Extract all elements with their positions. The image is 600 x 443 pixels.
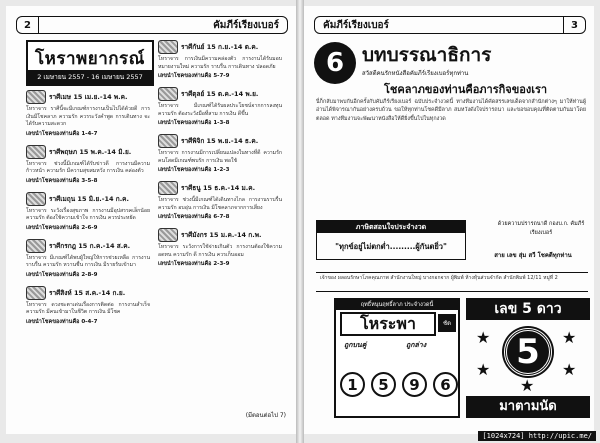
- five-star-number: 5: [504, 328, 552, 376]
- image-watermark: [1024x724] http://upic.me/: [478, 431, 596, 441]
- editor-signoff: ด้วยความปรารถนาดี กองบ.ก. คัมภีร์เรียงเบอร์: [497, 221, 585, 236]
- zodiac-icon: [26, 192, 46, 206]
- horoscope-entry: [26, 239, 150, 279]
- zodiac-icon: [158, 87, 178, 101]
- page-gutter: [296, 0, 304, 443]
- horoscope-entry: [26, 286, 150, 326]
- editorial-body: นี่ก็กลับมาพบกันอีกครั้งกับคัมภีร์เรียงเบอร์ ฉบับประจำงวดนี้ ทางทีมงานได้คัดสรรเลขเด็ดจากสำนักต่างๆ มาให้ท่านผู้อ่านได้พิจารณากันอย่างครบถ้วน ขอให้ทุกท่านโชคดีมีลาภ สมหวังดังใจปรารถนา และขอขอบคุณที่ติดตามกันมาโดยตลอด ทางทีมงานจะพัฒนาหนังสือให้ดียิ่งขึ้นไปในทุกงวด: [316, 99, 586, 122]
- zodiac-icon: [158, 228, 178, 242]
- entry-text: โหราจาร ระวังการใช้จ่ายเกินตัว การงานต้องใช้ความอดทน ความรัก ดี การเงิน ควรเก็บออม: [158, 244, 282, 258]
- hot-box-label-top: ถูกบนคู่: [344, 341, 367, 349]
- entry-text: โหราจาร ดวงชะตาเด่นเรื่องการติดต่อ การงานสำเร็จ ความรัก มีคนเข้ามาในชีวิต การเงิน มีโชค: [26, 301, 150, 316]
- quote-text: "ทุกข์อยู่ไม่ตกต่ำ.........ผู้กันตยิ่ว": [335, 242, 447, 251]
- publisher-info: เจ้าของ ผลอนรักษาโภคคุณภาพ สำนักงานใหญ่ บางกอกจาก ผู้พิมพ์ ห้างหุ้นส่วนจำกัด สำนักพิมพ์ 12/11 หมู่ที่ 2: [316, 272, 588, 292]
- lucky-numbers: เลขนำโชคของท่านคือ 1-3-8: [158, 120, 230, 127]
- lucky-numbers: เลขนำโชคของท่านคือ 1-2-3: [158, 167, 230, 174]
- five-star-box: [466, 298, 590, 418]
- left-page-header: [16, 16, 288, 34]
- magazine-name: คัมภีร์เรียงเบอร์: [323, 19, 389, 31]
- editorial-title: บทบรรณาธิการ: [362, 44, 492, 66]
- lucky-number-balls: [340, 372, 458, 397]
- entry-title: ราศีพฤษภ 15 พ.ค.-14 มิ.ย.: [49, 147, 132, 156]
- horoscope-entry: [26, 192, 150, 232]
- entry-title: ราศีเมถุน 15 มิ.ย.-14 ก.ค.: [49, 194, 129, 203]
- zodiac-icon: [158, 40, 178, 54]
- lucky-numbers: เลขนำโชคของท่านคือ 3-5-8: [26, 177, 98, 184]
- horoscope-column-right: [158, 40, 282, 275]
- lucky-numbers: เลขนำโชคของท่านคือ 2-8-9: [26, 271, 98, 278]
- horoscope-entry: [158, 228, 282, 268]
- hot-box-label-bottom: ถูกล่าง: [406, 341, 427, 349]
- number-ball: 1: [340, 372, 365, 397]
- number-ball: 5: [371, 372, 396, 397]
- zodiac-icon: [26, 90, 46, 104]
- zodiac-icon: [158, 181, 178, 195]
- editorial-motto: โชคลาภของท่านคือภารกิจของเรา: [384, 83, 548, 96]
- star-icon: ★: [520, 376, 535, 395]
- five-star-title: เลข 5 ดาว: [466, 298, 590, 320]
- star-icon: ★: [476, 328, 491, 347]
- editorial-subtitle: สวัสดีคนรักหนังสือคัมภีร์เรียงเบอร์ทุกท่าน: [362, 70, 469, 77]
- section-title: โหราพยากรณ์: [35, 49, 145, 69]
- horoscope-entry: [158, 181, 282, 221]
- horapha-number-box: [334, 298, 460, 418]
- entry-title: ราศีธนู 15 ธ.ค.-14 ม.ค.: [181, 184, 256, 193]
- horoscope-entry: [26, 145, 150, 185]
- entry-title: ราศีเมษ 15 เม.ย.-14 พ.ค.: [49, 93, 128, 101]
- horoscope-entry: [26, 90, 150, 138]
- entry-text: โหราจาร มีเกณฑ์ได้พบผู้ใหญ่ให้การช่วยเหลือ การงานราบรื่น ความรัก หวานชื่น การเงิน มีรายรับเข้ามา: [26, 254, 150, 269]
- number-ball: 6: [433, 372, 458, 397]
- date-range: 2 เมษายน 2557 - 16 เมษายน 2557: [28, 70, 152, 84]
- entry-text: โหราจาร การเงินมีความคล่องตัว การงานได้รับมอบหมายงานใหม่ ความรัก ราบรื่น การเดินทาง ปลอดภัย: [158, 56, 282, 70]
- quote-header: ภาษิตสอนใจประจำงวด: [317, 221, 465, 233]
- left-page: [6, 6, 296, 434]
- entry-title: ราศีตุลย์ 15 ต.ค.-14 พ.ย.: [181, 90, 259, 99]
- entry-title: ราศีพิจิก 15 พ.ย.-14 ธ.ค.: [181, 137, 259, 146]
- entry-title: ราศีสิงห์ 15 ส.ค.-14 ก.ย.: [49, 288, 126, 297]
- entry-title: ราศีกันย์ 15 ก.ย.-14 ต.ค.: [181, 43, 259, 51]
- hot-box-tag: ชัด: [438, 314, 456, 332]
- page-number: 3: [563, 17, 585, 33]
- horoscope-column-left: [26, 90, 150, 333]
- editor-signature: สาย เลข สุ่ม สวี โชคดีทุกท่าน: [494, 252, 572, 259]
- five-star-caption: มาตามนัด: [466, 396, 590, 418]
- star-icon: ★: [476, 360, 491, 379]
- right-page-header: [314, 16, 586, 34]
- horoscope-entry: [158, 40, 282, 80]
- entry-text: โหราจาร ช่วงนี้มีเกณฑ์ได้รับข่าวดี การงานมีความก้าวหน้า ความรัก มีความสุขสมหวัง การเงิน คล่องตัว: [26, 160, 150, 175]
- zodiac-icon: [158, 134, 178, 148]
- entry-text: โหราจาร มีเกณฑ์ได้รับผลประโยชน์จากการลงทุน ความรัก ต้องระวังมือที่สาม การเงิน ดีขึ้น: [158, 103, 282, 117]
- entry-title: ราศีมังกร 15 ม.ค.-14 ก.พ.: [181, 231, 262, 240]
- hot-box-strip: ฤทธิ์หนุนฤทธิ์ลาภ ประจำงวดนี้: [336, 300, 458, 310]
- quote-box: [316, 220, 466, 260]
- lucky-numbers: เลขนำโชคของท่านคือ 2-3-9: [158, 261, 230, 268]
- entry-text: โหราจาร ระวังเรื่องสุขภาพ การงานมีอุปสรรคเล็กน้อย ความรัก ต้องใช้ความเข้าใจ การเงิน ควรประหยัด: [26, 207, 150, 222]
- star-icon: ★: [562, 360, 577, 379]
- entry-title: ราศีกรกฎ 15 ก.ค.-14 ส.ค.: [49, 241, 131, 250]
- zodiac-icon: [26, 145, 46, 159]
- magazine-name: คัมภีร์เรียงเบอร์: [213, 19, 279, 31]
- lucky-numbers: เลขนำโชคของท่านคือ 2-6-9: [26, 224, 98, 231]
- lucky-numbers: เลขนำโชคของท่านคือ 6-7-8: [158, 214, 230, 221]
- editorial-logo-icon: 6: [314, 42, 356, 84]
- horoscope-entry: [158, 134, 282, 174]
- star-icon: ★: [562, 328, 577, 347]
- entry-text: โหราจาร การงานมีการเปลี่ยนแปลงในทางที่ดี ความรัก คนโสดมีเกณฑ์พบรัก การเงิน พอใช้: [158, 150, 282, 164]
- zodiac-icon: [26, 239, 46, 253]
- entry-text: โหราจาร ช่วงนี้มีเกณฑ์ได้เดินทางไกล การงานราบรื่น ความรัก อบอุ่น การเงิน มีโชคลาภจากการเสี่ยง: [158, 197, 282, 211]
- lucky-numbers: เลขนำโชคของท่านคือ 1-4-7: [26, 130, 98, 137]
- hot-box-title: โหระพา: [340, 312, 436, 336]
- page-number: 2: [17, 17, 39, 33]
- horoscope-banner: [26, 40, 154, 86]
- entry-text: โหราจาร ราศีนี้จะมีเกณฑ์การงานเป็นไปได้ด้วยดี การเงินมีโชคลาภ ความรัก ควรระวังคำพูด การเดินทาง จะได้รับความสะดวก: [26, 106, 150, 128]
- lucky-numbers: เลขนำโชคของท่านคือ 5-7-9: [158, 73, 230, 80]
- continued-note: (มีตอนต่อไป 7): [245, 412, 286, 419]
- zodiac-icon: [26, 286, 46, 300]
- right-page: [304, 6, 594, 434]
- lucky-numbers: เลขนำโชคของท่านคือ 0-4-7: [26, 318, 98, 325]
- horoscope-entry: [158, 87, 282, 127]
- number-ball: 9: [402, 372, 427, 397]
